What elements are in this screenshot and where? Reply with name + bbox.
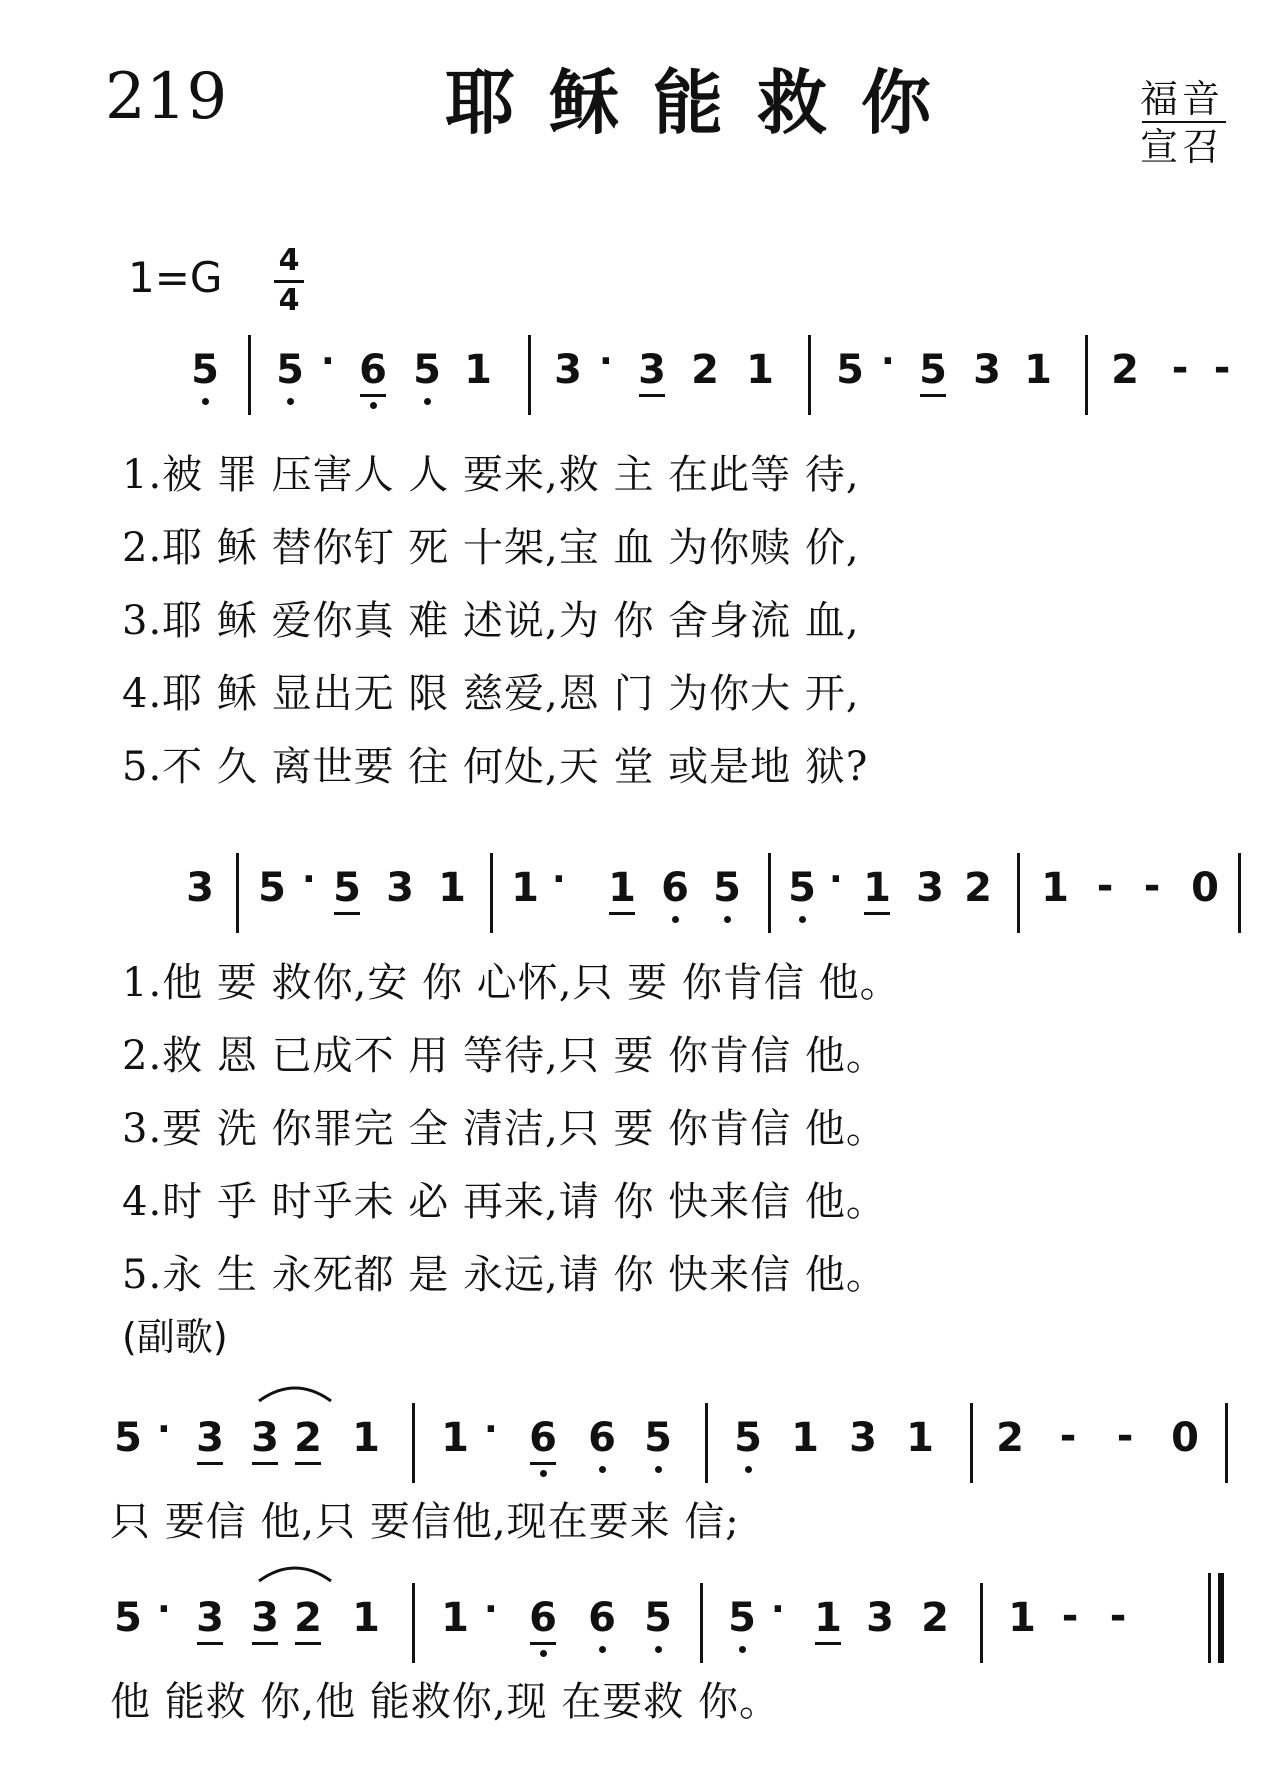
lower-octave-dot [745,1466,752,1473]
underline-beam [530,1462,556,1465]
note: 5 [788,865,816,911]
note: 3 [554,347,582,393]
barline [1238,853,1241,933]
lower-octave-dot [799,916,806,923]
note: 1 [1041,865,1069,911]
note: 5 [114,1415,142,1461]
lower-octave-dot [540,1650,547,1657]
underline-beam [252,1462,278,1465]
tie-slur [255,1375,335,1405]
note: 5 [114,1595,142,1641]
note: 5 [713,865,741,911]
note: 6 [529,1595,557,1641]
augmentation-dot: · [484,1409,498,1450]
note: 2 [294,1595,322,1641]
barline [808,335,811,415]
lyric-line: 2.耶 稣 替你钉 死 十架,宝 血 为你赎 价, [122,525,860,571]
underline-beam [197,1462,223,1465]
note: 5 [276,347,304,393]
underline-beam [815,1642,841,1645]
underline-beam [920,394,946,397]
underline-beam [334,912,360,915]
category-line-2: 宣召 [1140,125,1225,169]
note: 1 [608,865,636,911]
note: 1 [746,347,774,393]
note: 2 [294,1415,322,1461]
note: 3 [866,1595,894,1641]
barline [490,853,493,933]
note: 5 [836,347,864,393]
lower-octave-dot [739,1646,746,1653]
note: 1 [441,1415,469,1461]
underline-beam [295,1462,321,1465]
tie-slur [255,1555,335,1585]
barline [700,1583,703,1663]
lyric-line: 3.要 洗 你罪完 全 清洁,只 要 你肯信 他。 [122,1106,887,1152]
barline [768,853,771,933]
lyric-line: 4.耶 稣 显出无 限 慈爱,恩 门 为你大 开, [122,671,860,717]
underline-beam [252,1642,278,1645]
augmentation-dot: · [484,1589,498,1630]
note: 1 [511,865,539,911]
category-line-1: 福音 [1140,77,1225,121]
note: 3 [386,865,414,911]
note: 1 [1024,347,1052,393]
note: 3 [638,347,666,393]
note: 5 [413,347,441,393]
note: 2 [996,1415,1024,1461]
barline [412,1403,415,1483]
underline-beam [864,912,890,915]
lower-octave-dot [540,1470,547,1477]
note: 1 [814,1595,842,1641]
lyric-line: 4.时 乎 时乎未 必 再来,请 你 快来信 他。 [122,1179,887,1225]
augmentation-dot: · [881,341,895,382]
lyric-line: 1.被 罪 压害人 人 要来,救 主 在此等 待, [122,452,860,498]
note: 1 [352,1595,380,1641]
note: 5 [644,1595,672,1641]
extension-dash: - [1109,1593,1127,1639]
note: 6 [359,347,387,393]
note: 2 [691,347,719,393]
augmentation-dot: · [302,859,316,900]
note: 0 [1191,865,1219,911]
augmentation-dot: · [321,341,335,382]
lower-octave-dot [287,398,294,405]
lower-octave-dot [599,1646,606,1653]
barline [248,335,251,415]
lyric-line: 2.救 恩 已成不 用 等待,只 要 你肯信 他。 [122,1033,887,1079]
note: 1 [441,1595,469,1641]
lower-octave-dot [424,398,431,405]
lyric-line: 3.耶 稣 爱你真 难 述说,为 你 舍身流 血, [122,598,860,644]
note: 1 [438,865,466,911]
underline-beam [609,912,635,915]
barline [980,1583,983,1663]
note: 5 [644,1415,672,1461]
underline-beam [530,1642,556,1645]
extension-dash: - [1143,863,1161,909]
note: 0 [1171,1415,1199,1461]
chorus-lyric-line-1: 只 要信 他,只 要信他,现在要来 信; [110,1499,740,1545]
augmentation-dot: · [599,341,613,382]
note: 3 [916,865,944,911]
note: 3 [251,1595,279,1641]
barline [412,1583,415,1663]
barline [705,1403,708,1483]
chorus-lyric-line-2: 他 能救 你,他 能救你,现 在要救 你。 [110,1679,781,1725]
note: 5 [919,347,947,393]
note: 3 [849,1415,877,1461]
lyric-line: 1.他 要 救你,安 你 心怀,只 要 你肯信 他。 [122,960,901,1006]
lower-octave-dot [655,1466,662,1473]
final-barline-thin [1208,1573,1211,1663]
lower-octave-dot [599,1466,606,1473]
lyric-line: 5.永 生 永死都 是 永远,请 你 快来信 他。 [122,1252,887,1298]
time-signature-top: 4 [278,243,300,278]
extension-dash: - [1171,345,1189,391]
time-signature-bottom: 4 [278,283,300,318]
note: 5 [728,1595,756,1641]
barline [1225,1403,1228,1483]
augmentation-dot: · [829,859,843,900]
note: 5 [191,347,219,393]
hymn-title: 耶稣能救你 [445,62,965,144]
lower-octave-dot [202,398,209,405]
note: 2 [964,865,992,911]
lower-octave-dot [724,916,731,923]
extension-dash: - [1061,1593,1079,1639]
note: 2 [1111,347,1139,393]
augmentation-dot: · [771,1589,785,1630]
barline [970,1403,973,1483]
note: 1 [1008,1595,1036,1641]
note: 1 [464,347,492,393]
note: 1 [863,865,891,911]
note: 6 [661,865,689,911]
note: 3 [196,1595,224,1641]
note: 1 [352,1415,380,1461]
barline [1085,335,1088,415]
augmentation-dot: · [157,1589,171,1630]
note: 1 [791,1415,819,1461]
key-signature: 1=G [128,253,223,302]
lower-octave-dot [655,1646,662,1653]
underline-beam [197,1642,223,1645]
note: 2 [921,1595,949,1641]
extension-dash: - [1116,1413,1134,1459]
extension-dash: - [1059,1413,1077,1459]
note: 5 [734,1415,762,1461]
final-barline-thick [1218,1573,1224,1663]
barline [528,335,531,415]
underline-beam [360,394,386,397]
underline-beam [295,1642,321,1645]
note: 1 [906,1415,934,1461]
note: 3 [973,347,1001,393]
note: 3 [251,1415,279,1461]
note: 5 [258,865,286,911]
augmentation-dot: · [552,859,566,900]
chorus-label: (副歌) [122,1315,228,1359]
note: 6 [588,1415,616,1461]
category-divider [1142,121,1226,123]
extension-dash: - [1096,863,1114,909]
lower-octave-dot [370,402,377,409]
barline [1017,853,1020,933]
lyric-line: 5.不 久 离世要 往 何处,天 堂 或是地 狱? [122,744,869,790]
note: 6 [588,1595,616,1641]
augmentation-dot: · [157,1409,171,1450]
note: 3 [196,1415,224,1461]
note: 5 [333,865,361,911]
extension-dash: - [1213,345,1231,391]
note: 3 [186,865,214,911]
hymn-number: 219 [105,60,228,134]
note: 6 [529,1415,557,1461]
barline [236,853,239,933]
underline-beam [639,394,665,397]
lower-octave-dot [672,916,679,923]
